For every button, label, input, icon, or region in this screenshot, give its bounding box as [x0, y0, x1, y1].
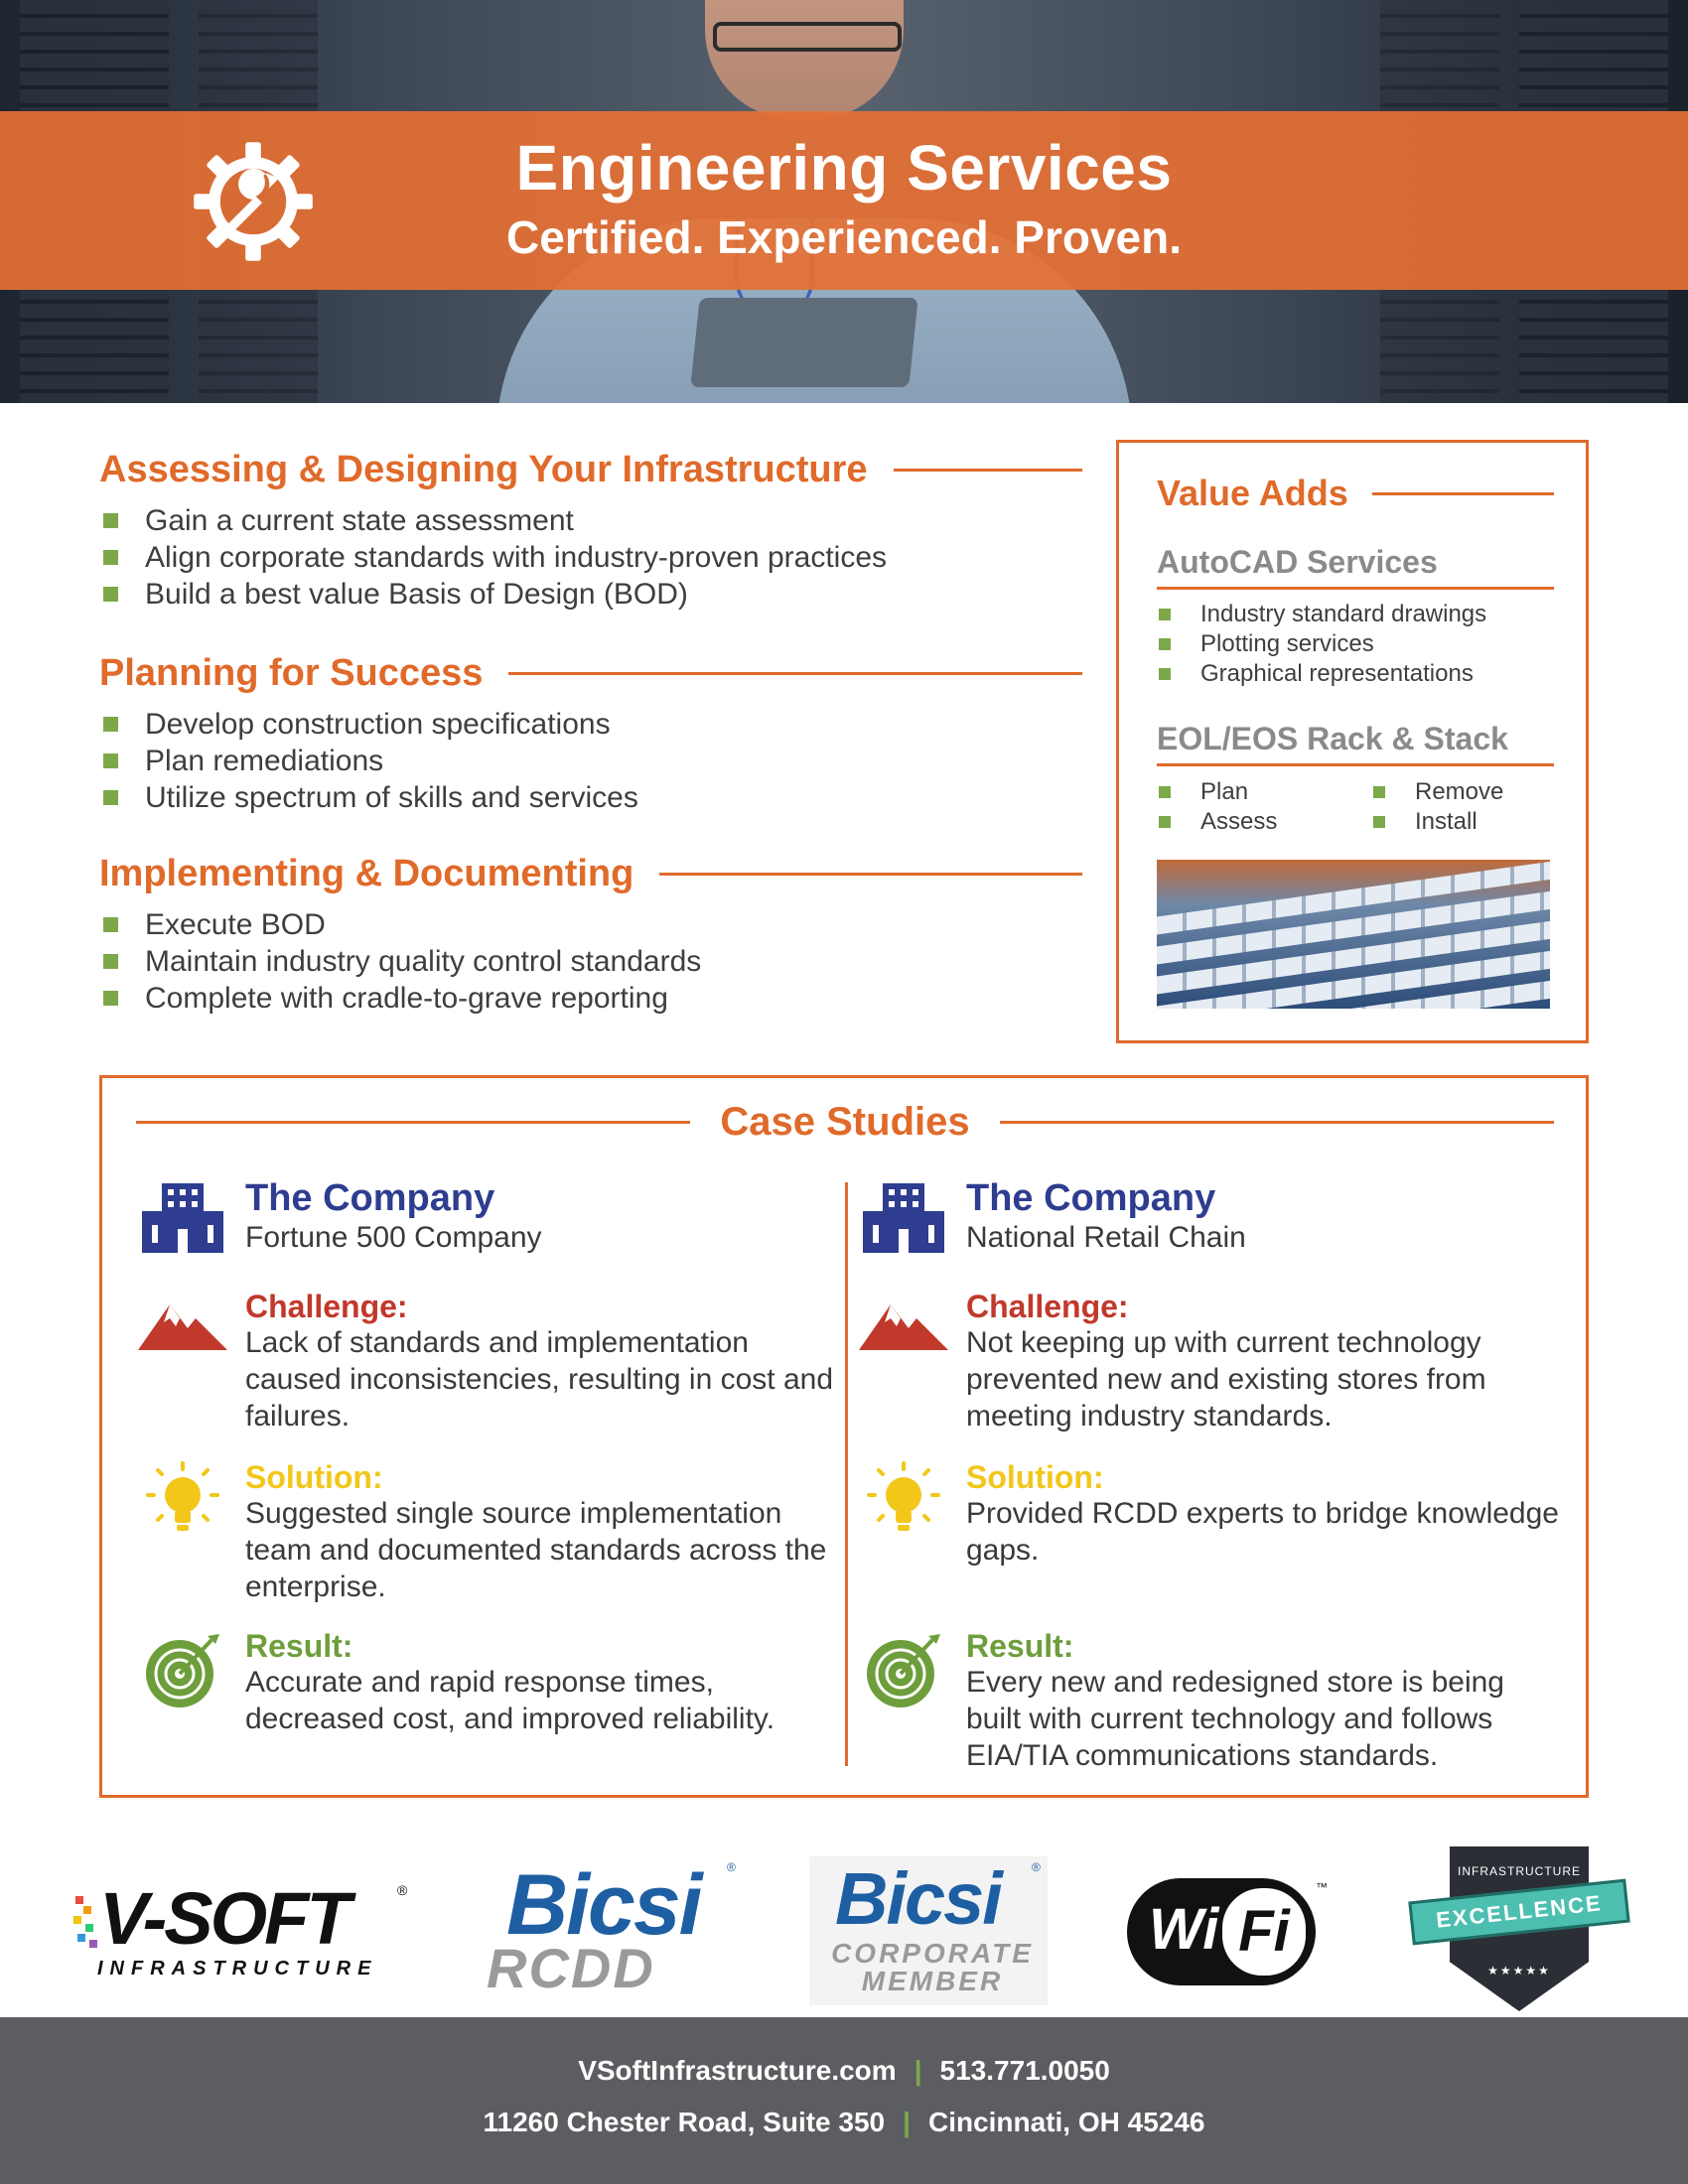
section-title: Implementing & Documenting [99, 852, 634, 894]
section-planning [99, 650, 1082, 816]
case-studies-title: Case Studies [720, 1100, 970, 1144]
section-divider [659, 873, 1082, 876]
solution-label: Solution: [245, 1459, 383, 1495]
lightbulb-icon [136, 1459, 229, 1543]
bullet-square-icon [103, 587, 118, 602]
vsoft-wordmark: V-SOFT [99, 1877, 349, 1960]
solution-text: Suggested single source implementation team and documented standards across the enterprise. [245, 1497, 827, 1603]
company-label: The Company [245, 1177, 495, 1219]
mountain-icon [857, 1289, 950, 1372]
building-icon [857, 1177, 950, 1261]
lightbulb-icon [857, 1459, 950, 1543]
bullet-square-icon [1373, 786, 1385, 798]
infrastructure-excellence-badge: INFRASTRUCTURE EXCELLENCE ★★★★★ [1410, 1846, 1628, 2015]
bullet-square-icon [1159, 668, 1171, 680]
building-icon [136, 1177, 229, 1261]
section-title: Assessing & Designing Your Infrastructure [99, 448, 868, 490]
bicsi-rcdd-logo: Bicsi ® RCDD [487, 1857, 736, 1999]
bullet-square-icon [103, 717, 118, 732]
vsoft-logo: V-SOFT ® INFRASTRUCTURE [70, 1876, 417, 1976]
partner-logos [0, 1817, 1688, 2015]
bicsi-corporate-member-logo: Bicsi ® CORPORATE MEMBER [809, 1856, 1048, 2005]
list-item: Build a best value Basis of Design (BOD) [99, 576, 1082, 613]
bullet-square-icon [1373, 816, 1385, 828]
section-title: Planning for Success [99, 651, 484, 694]
bullet-square-icon [1159, 786, 1171, 798]
result-label: Result: [245, 1628, 353, 1664]
autocad-title: AutoCAD Services [1157, 544, 1554, 590]
result-text: Accurate and rapid response times, decreased cost, and improved reliability. [245, 1666, 775, 1735]
list-item: Execute BOD [99, 906, 1082, 943]
solution-label: Solution: [966, 1459, 1104, 1495]
company-name: Fortune 500 Company [245, 1221, 542, 1254]
electrical-panel-photo [1157, 860, 1550, 1009]
list-item: Plan remediations [99, 743, 1082, 779]
title-banner [0, 111, 1688, 290]
list-item: Install [1371, 807, 1554, 837]
list-item: Graphical representations [1157, 659, 1554, 689]
list-item: Industry standard drawings [1157, 600, 1554, 629]
list-item: Align corporate standards with industry-proven practices [99, 539, 1082, 576]
footer [0, 2017, 1688, 2184]
bullet-square-icon [1159, 609, 1171, 620]
section-assessing [99, 447, 1082, 613]
section-divider [136, 1121, 690, 1124]
phone-number[interactable]: 513.771.0050 [939, 2055, 1110, 2086]
company-name: National Retail Chain [966, 1221, 1246, 1254]
column-divider [845, 1182, 848, 1766]
bullet-square-icon [1159, 638, 1171, 650]
challenge-text: Not keeping up with current technology prevented new and existing stores from meeting industry standards. [966, 1326, 1486, 1433]
bullet-square-icon [103, 550, 118, 565]
case-studies-panel [99, 1075, 1589, 1798]
eol-list [1157, 777, 1554, 837]
list-item: Gain a current state assessment [99, 502, 1082, 539]
city-state-zip: Cincinnati, OH 45246 [927, 2107, 1205, 2137]
section-divider [894, 469, 1082, 472]
hero-photo [0, 0, 1688, 403]
bullet-square-icon [103, 917, 118, 932]
list-item: Remove [1371, 777, 1554, 807]
bullet-square-icon [103, 790, 118, 805]
section-divider [1000, 1121, 1554, 1124]
section-divider [508, 672, 1082, 675]
value-adds-title: Value Adds [1157, 473, 1348, 513]
page-subtitle: Certified. Experienced. Proven. [505, 211, 1182, 263]
challenge-label: Challenge: [966, 1289, 1129, 1324]
eol-title: EOL/EOS Rack & Stack [1157, 721, 1554, 766]
section-implementing [99, 851, 1082, 1017]
list-item: Develop construction specifications [99, 706, 1082, 743]
website-link[interactable]: VSoftInfrastructure.com [578, 2055, 897, 2086]
footer-address: 11260 Chester Road, Suite 350 | Cincinnati, OH 45246 [483, 2107, 1205, 2137]
list-item: Plotting services [1157, 629, 1554, 659]
page-title: Engineering Services [515, 132, 1173, 204]
challenge-label: Challenge: [245, 1289, 408, 1324]
section-divider [1372, 492, 1554, 495]
result-text: Every new and redesigned store is being built with current technology and follows EIA/TIA communications standards. [966, 1666, 1504, 1772]
bullet-square-icon [1159, 816, 1171, 828]
bullet-square-icon [103, 991, 118, 1006]
bullet-square-icon [103, 954, 118, 969]
company-label: The Company [966, 1177, 1216, 1219]
list-item: Complete with cradle-to-grave reporting [99, 980, 1082, 1017]
vsoft-subtitle: INFRASTRUCTURE [97, 1958, 378, 1979]
mountain-icon [136, 1289, 229, 1372]
list-item: Utilize spectrum of skills and services [99, 779, 1082, 816]
bullet-square-icon [103, 753, 118, 768]
challenge-text: Lack of standards and implementation caused inconsistencies, resulting in cost and failures. [245, 1326, 834, 1433]
street-address: 11260 Chester Road, Suite 350 [483, 2107, 886, 2137]
solution-text: Provided RCDD experts to bridge knowledge gaps. [966, 1497, 1559, 1567]
target-icon [857, 1628, 950, 1711]
result-label: Result: [966, 1628, 1074, 1664]
value-adds-panel [1116, 440, 1589, 1043]
footer-contact: VSoftInfrastructure.com | 513.771.0050 [578, 2055, 1110, 2086]
list-item: Assess [1157, 807, 1371, 837]
wifi-logo: Wi Fi ™ [1127, 1878, 1326, 1985]
target-icon [136, 1628, 229, 1711]
bullet-square-icon [103, 513, 118, 528]
list-item: Maintain industry quality control standards [99, 943, 1082, 980]
list-item: Plan [1157, 777, 1371, 807]
